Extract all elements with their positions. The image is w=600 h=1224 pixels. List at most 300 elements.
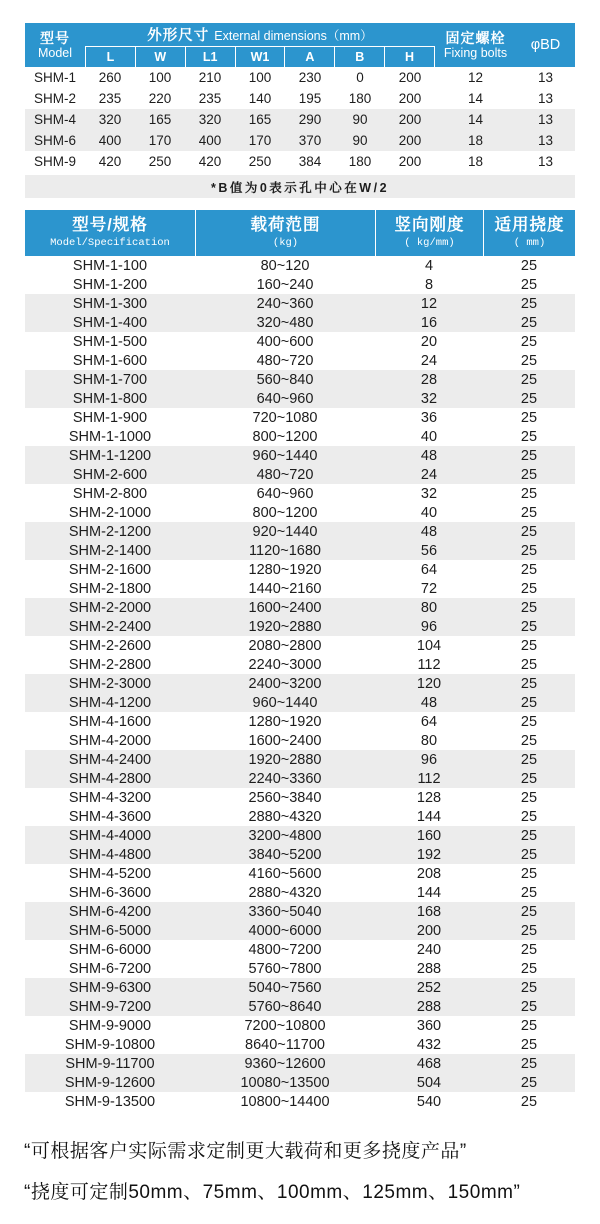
model-cell: SHM-1 — [33, 70, 76, 85]
stiffness-cell: 72 — [420, 580, 438, 597]
load-range-cell: 320~480 — [256, 314, 314, 331]
model-cell: SHM-9-11700 — [65, 1055, 155, 1072]
model-cell: SHM-6-3600 — [68, 884, 152, 901]
table-row — [25, 845, 575, 864]
deflection-cell: 25 — [520, 1093, 538, 1110]
external-dimensions-title-zh: 外形尺寸 — [147, 28, 210, 44]
deflection-cell: 25 — [520, 675, 538, 692]
load-range-cell: 3840~5200 — [248, 846, 322, 863]
load-range-cell: 1920~2880 — [248, 618, 322, 635]
model-cell: SHM-2-1200 — [68, 523, 152, 540]
table-row — [25, 389, 575, 408]
deflection-cell: 25 — [520, 1074, 538, 1091]
col-header-A: A — [284, 47, 334, 67]
stiffness-cell: 96 — [420, 618, 438, 635]
load-range-cell: 3360~5040 — [248, 903, 322, 920]
deflection-cell: 25 — [520, 257, 538, 274]
deflection-cell: 25 — [520, 922, 538, 939]
deflection-cell: 25 — [520, 903, 538, 920]
table-row — [25, 902, 575, 921]
dim-l1-cell: 420 — [198, 154, 222, 169]
stiffness-cell: 168 — [416, 903, 442, 920]
model-cell: SHM-1-900 — [72, 409, 148, 426]
dim-w-cell: 250 — [148, 154, 172, 169]
load-range-cell: 3200~4800 — [248, 827, 322, 844]
stiffness-cell: 144 — [416, 884, 442, 901]
model-cell: SHM-4-2800 — [68, 770, 152, 787]
table-row — [25, 864, 575, 883]
model-cell: SHM-9-7200 — [68, 998, 152, 1015]
table-row — [25, 674, 575, 693]
footnotes — [24, 1138, 584, 1219]
stiffness-cell: 192 — [416, 846, 442, 863]
deflection-cell: 25 — [520, 447, 538, 464]
load-range-cell: 10080~13500 — [240, 1074, 330, 1091]
dim-a-cell: 370 — [298, 133, 322, 148]
model-cell: SHM-4 — [33, 112, 76, 127]
bd-cell: 13 — [537, 70, 554, 85]
spec-table-body — [25, 256, 575, 1111]
load-range-cell: 10800~14400 — [240, 1093, 330, 1110]
dim-h-cell: 200 — [398, 91, 422, 106]
stiffness-cell: 252 — [416, 979, 442, 996]
load-range-cell: 4000~6000 — [248, 922, 322, 939]
model-cell: SHM-9-6300 — [68, 979, 152, 996]
col-header-deflection-en: ( mm) — [513, 237, 546, 250]
deflection-cell: 25 — [520, 599, 538, 616]
dim-l-cell: 235 — [98, 91, 122, 106]
model-cell: SHM-1-600 — [72, 352, 148, 369]
col-header-model-spec-zh: 型号/规格 — [72, 216, 148, 235]
model-cell: SHM-4-3600 — [68, 808, 152, 825]
deflection-cell: 25 — [520, 371, 538, 388]
col-group-external-dimensions — [85, 23, 435, 67]
load-range-cell: 1280~1920 — [248, 713, 322, 730]
stiffness-cell: 40 — [420, 428, 438, 445]
model-cell: SHM-9-12600 — [64, 1074, 156, 1091]
load-range-cell: 800~1200 — [252, 504, 318, 521]
table-row — [25, 712, 575, 731]
model-cell: SHM-9-9000 — [68, 1017, 152, 1034]
deflection-cell: 25 — [520, 314, 538, 331]
deflection-cell: 25 — [520, 846, 538, 863]
load-range-cell: 2240~3000 — [248, 656, 322, 673]
model-cell: SHM-4-4800 — [68, 846, 152, 863]
load-range-cell: 920~1440 — [252, 523, 318, 540]
deflection-cell: 25 — [520, 1017, 538, 1034]
load-range-cell: 800~1200 — [252, 428, 318, 445]
model-cell: SHM-1-200 — [72, 276, 148, 293]
model-cell: SHM-9-10800 — [64, 1036, 156, 1053]
col-header-vertical-stiffness-en: ( kg/mm) — [404, 237, 455, 250]
table-row — [25, 275, 575, 294]
load-range-cell: 9360~12600 — [244, 1055, 326, 1072]
deflection-cell: 25 — [520, 618, 538, 635]
stiffness-cell: 36 — [420, 409, 438, 426]
load-range-cell: 5040~7560 — [248, 979, 322, 996]
dim-l1-cell: 235 — [198, 91, 222, 106]
col-header-load-range — [195, 210, 375, 256]
model-cell: SHM-4-5200 — [68, 865, 152, 882]
dimensions-table-note: *B值为0表示孔中心在W/2 — [25, 175, 575, 198]
deflection-cell: 25 — [520, 960, 538, 977]
dim-h-cell: 200 — [398, 70, 422, 85]
stiffness-cell: 8 — [424, 276, 434, 293]
load-range-cell: 240~360 — [256, 295, 314, 312]
table-row — [25, 807, 575, 826]
dimensions-table-header — [25, 23, 575, 67]
stiffness-cell: 20 — [420, 333, 438, 350]
model-cell: SHM-1-700 — [72, 371, 148, 388]
table-row — [25, 883, 575, 902]
table-row — [25, 88, 575, 109]
deflection-cell: 25 — [520, 295, 538, 312]
col-header-B: B — [334, 47, 384, 67]
dimensions-table-body — [25, 67, 575, 172]
dim-a-cell: 290 — [298, 112, 322, 127]
stiffness-cell: 96 — [420, 751, 438, 768]
dim-w-cell: 220 — [148, 91, 172, 106]
load-range-cell: 1600~2400 — [248, 599, 322, 616]
table-row — [25, 655, 575, 674]
deflection-cell: 25 — [520, 352, 538, 369]
spec-table — [25, 210, 575, 1111]
model-cell: SHM-9-13500 — [64, 1093, 156, 1110]
fixing-bolts-cell: 18 — [467, 154, 484, 169]
table-row — [25, 826, 575, 845]
deflection-cell: 25 — [520, 333, 538, 350]
stiffness-cell: 40 — [420, 504, 438, 521]
stiffness-cell: 32 — [420, 485, 438, 502]
col-header-L1: L1 — [185, 47, 235, 67]
stiffness-cell: 432 — [416, 1036, 442, 1053]
stiffness-cell: 64 — [420, 713, 438, 730]
table-row — [25, 1092, 575, 1111]
dim-b-cell: 180 — [348, 91, 372, 106]
dim-w1-cell: 140 — [248, 91, 272, 106]
model-cell: SHM-1-300 — [72, 295, 148, 312]
dim-b-cell: 90 — [352, 112, 368, 127]
model-cell: SHM-2-2600 — [68, 637, 152, 654]
load-range-cell: 4800~7200 — [248, 941, 322, 958]
model-cell: SHM-1-1200 — [68, 447, 152, 464]
col-header-deflection-zh: 适用挠度 — [494, 216, 565, 235]
model-cell: SHM-1-500 — [72, 333, 148, 350]
model-cell: SHM-2-1600 — [68, 561, 152, 578]
col-header-load-range-en: (kg) — [272, 237, 299, 250]
model-cell: SHM-2-800 — [72, 485, 148, 502]
col-header-load-range-zh: 载荷范围 — [250, 216, 321, 235]
table-row — [25, 151, 575, 172]
dim-l-cell: 260 — [98, 70, 122, 85]
stiffness-cell: 504 — [416, 1074, 442, 1091]
load-range-cell: 1600~2400 — [248, 732, 322, 749]
stiffness-cell: 240 — [416, 941, 442, 958]
model-cell: SHM-1-1000 — [68, 428, 152, 445]
load-range-cell: 4160~5600 — [248, 865, 322, 882]
fixing-bolts-cell: 18 — [467, 133, 484, 148]
deflection-cell: 25 — [520, 713, 538, 730]
model-cell: SHM-2-2400 — [68, 618, 152, 635]
stiffness-cell: 288 — [416, 960, 442, 977]
model-cell: SHM-4-2400 — [68, 751, 152, 768]
dim-w1-cell: 170 — [248, 133, 272, 148]
stiffness-cell: 56 — [420, 542, 438, 559]
col-header-L: L — [85, 47, 135, 67]
stiffness-cell: 112 — [417, 656, 441, 673]
model-cell: SHM-4-4000 — [68, 827, 152, 844]
model-cell: SHM-2 — [33, 91, 76, 106]
deflection-cell: 25 — [520, 542, 538, 559]
deflection-cell: 25 — [520, 732, 538, 749]
table-row — [25, 560, 575, 579]
stiffness-cell: 80 — [420, 732, 438, 749]
fixing-bolts-cell: 14 — [467, 91, 484, 106]
col-header-model-spec-en: Model/Specification — [50, 237, 170, 250]
table-row — [25, 130, 575, 151]
model-cell: SHM-6-7200 — [68, 960, 152, 977]
dim-h-cell: 200 — [398, 133, 422, 148]
stiffness-cell: 28 — [420, 371, 438, 388]
table-row — [25, 921, 575, 940]
table-row — [25, 332, 575, 351]
table-row — [25, 1035, 575, 1054]
deflection-cell: 25 — [520, 827, 538, 844]
load-range-cell: 2560~3840 — [248, 789, 322, 806]
stiffness-cell: 48 — [420, 447, 438, 464]
col-header-model — [25, 23, 85, 67]
dim-l-cell: 320 — [98, 112, 122, 127]
table-row — [25, 541, 575, 560]
dim-w-cell: 165 — [148, 112, 172, 127]
table-row — [25, 579, 575, 598]
col-header-fixing-bolts-en: Fixing bolts — [443, 45, 508, 60]
table-row — [25, 1054, 575, 1073]
stiffness-cell: 104 — [416, 637, 442, 654]
deflection-cell: 25 — [520, 276, 538, 293]
col-header-deflection — [483, 210, 575, 256]
stiffness-cell: 112 — [417, 770, 441, 787]
stiffness-cell: 32 — [420, 390, 438, 407]
dim-l-cell: 420 — [98, 154, 122, 169]
stiffness-cell: 120 — [416, 675, 442, 692]
table-row — [25, 109, 575, 130]
table-row — [25, 67, 575, 88]
model-cell: SHM-2-1000 — [68, 504, 152, 521]
stiffness-cell: 468 — [416, 1055, 442, 1072]
table-row — [25, 294, 575, 313]
deflection-cell: 25 — [520, 865, 538, 882]
stiffness-cell: 288 — [416, 998, 442, 1015]
col-header-fixing-bolts — [435, 23, 516, 67]
deflection-cell: 25 — [520, 485, 538, 502]
dim-w1-cell: 100 — [248, 70, 272, 85]
dim-w1-cell: 165 — [248, 112, 272, 127]
dim-w-cell: 170 — [148, 133, 172, 148]
deflection-cell: 25 — [520, 504, 538, 521]
dim-l1-cell: 320 — [198, 112, 222, 127]
load-range-cell: 1920~2880 — [248, 751, 322, 768]
model-cell: SHM-2-1400 — [68, 542, 152, 559]
load-range-cell: 2880~4320 — [248, 808, 322, 825]
dim-h-cell: 200 — [398, 154, 422, 169]
dimensions-table — [25, 23, 575, 198]
deflection-cell: 25 — [520, 409, 538, 426]
stiffness-cell: 24 — [420, 466, 438, 483]
stiffness-cell: 360 — [416, 1017, 442, 1034]
table-row — [25, 1073, 575, 1092]
bd-cell: 13 — [537, 154, 554, 169]
table-row — [25, 522, 575, 541]
dim-a-cell: 230 — [298, 70, 322, 85]
table-row — [25, 636, 575, 655]
col-header-model-en: Model — [37, 45, 73, 60]
model-cell: SHM-4-1200 — [68, 694, 152, 711]
model-cell: SHM-2-600 — [72, 466, 148, 483]
load-range-cell: 80~120 — [260, 257, 310, 274]
load-range-cell: 5760~7800 — [248, 960, 322, 977]
deflection-cell: 25 — [520, 979, 538, 996]
fixing-bolts-cell: 14 — [467, 112, 484, 127]
deflection-cell: 25 — [520, 390, 538, 407]
model-cell: SHM-6-5000 — [68, 922, 152, 939]
stiffness-cell: 64 — [420, 561, 438, 578]
load-range-cell: 960~1440 — [252, 694, 318, 711]
load-range-cell: 5760~8640 — [248, 998, 322, 1015]
table-row — [25, 617, 575, 636]
table-row — [25, 978, 575, 997]
bd-cell: 13 — [537, 133, 554, 148]
load-range-cell: 1440~2160 — [248, 580, 322, 597]
deflection-cell: 25 — [520, 884, 538, 901]
table-row — [25, 598, 575, 617]
table-row — [25, 446, 575, 465]
deflection-cell: 25 — [520, 1036, 538, 1053]
stiffness-cell: 200 — [416, 922, 442, 939]
model-cell: SHM-2-1800 — [68, 580, 152, 597]
load-range-cell: 2880~4320 — [248, 884, 322, 901]
deflection-cell: 25 — [520, 466, 538, 483]
table-row — [25, 256, 575, 275]
model-cell: SHM-6-6000 — [68, 941, 152, 958]
load-range-cell: 1280~1920 — [248, 561, 322, 578]
col-header-bd: φBD — [530, 37, 561, 53]
load-range-cell: 2080~2800 — [248, 637, 322, 654]
load-range-cell: 8640~11700 — [245, 1036, 325, 1053]
load-range-cell: 480~720 — [256, 352, 314, 369]
stiffness-cell: 12 — [420, 295, 438, 312]
table-row — [25, 940, 575, 959]
load-range-cell: 160~240 — [256, 276, 314, 293]
stiffness-cell: 4 — [424, 257, 434, 274]
dim-b-cell: 0 — [356, 70, 364, 85]
table-row — [25, 484, 575, 503]
col-header-H: H — [384, 47, 434, 67]
table-row — [25, 370, 575, 389]
deflection-cell: 25 — [520, 637, 538, 654]
deflection-cell: 25 — [520, 1055, 538, 1072]
deflection-cell: 25 — [520, 428, 538, 445]
model-cell: SHM-2-2800 — [68, 656, 152, 673]
table-row — [25, 959, 575, 978]
stiffness-cell: 208 — [416, 865, 442, 882]
load-range-cell: 2240~3360 — [248, 770, 322, 787]
dim-w-cell: 100 — [148, 70, 172, 85]
model-cell: SHM-4-3200 — [68, 789, 152, 806]
table-row — [25, 731, 575, 750]
load-range-cell: 2400~3200 — [248, 675, 322, 692]
deflection-cell: 25 — [520, 998, 538, 1015]
stiffness-cell: 160 — [416, 827, 442, 844]
dim-l-cell: 400 — [98, 133, 122, 148]
col-header-fixing-bolts-zh: 固定螺栓 — [445, 29, 506, 46]
deflection-cell: 25 — [520, 941, 538, 958]
bd-cell: 13 — [537, 112, 554, 127]
dim-b-cell: 180 — [348, 154, 372, 169]
load-range-cell: 400~600 — [256, 333, 314, 350]
table-row — [25, 465, 575, 484]
load-range-cell: 1120~1680 — [249, 542, 321, 559]
bd-cell: 13 — [537, 91, 554, 106]
footnote-custom-load: “可根据客户实际需求定制更大载荷和更多挠度产品” — [24, 1141, 467, 1162]
load-range-cell: 960~1440 — [252, 447, 318, 464]
load-range-cell: 720~1080 — [252, 409, 318, 426]
load-range-cell: 7200~10800 — [244, 1017, 326, 1034]
load-range-cell: 560~840 — [256, 371, 314, 388]
col-header-model-spec — [25, 210, 195, 256]
stiffness-cell: 16 — [420, 314, 438, 331]
load-range-cell: 480~720 — [256, 466, 314, 483]
dimension-subheaders — [85, 47, 435, 67]
deflection-cell: 25 — [520, 751, 538, 768]
fixing-bolts-cell: 12 — [467, 70, 484, 85]
dim-l1-cell: 210 — [198, 70, 222, 85]
stiffness-cell: 128 — [416, 789, 442, 806]
col-header-vertical-stiffness-zh: 竖向刚度 — [394, 216, 465, 235]
dim-h-cell: 200 — [398, 112, 422, 127]
model-cell: SHM-9 — [33, 154, 76, 169]
col-header-vertical-stiffness — [375, 210, 483, 256]
col-header-model-zh: 型号 — [40, 29, 70, 46]
table-row — [25, 351, 575, 370]
table-row — [25, 313, 575, 332]
table-row — [25, 997, 575, 1016]
model-cell: SHM-1-800 — [72, 390, 148, 407]
model-cell: SHM-2-2000 — [68, 599, 152, 616]
table-row — [25, 427, 575, 446]
dim-a-cell: 384 — [298, 154, 322, 169]
model-cell: SHM-2-3000 — [68, 675, 152, 692]
external-dimensions-title — [85, 23, 435, 47]
col-header-W: W — [135, 47, 185, 67]
table-row — [25, 693, 575, 712]
dim-a-cell: 195 — [298, 91, 322, 106]
deflection-cell: 25 — [520, 808, 538, 825]
model-cell: SHM-6-4200 — [68, 903, 152, 920]
dim-l1-cell: 400 — [198, 133, 222, 148]
deflection-cell: 25 — [520, 789, 538, 806]
col-header-W1: W1 — [235, 47, 285, 67]
external-dimensions-title-en: External dimensions（mm） — [214, 28, 373, 43]
model-cell: SHM-6 — [33, 133, 76, 148]
dim-b-cell: 90 — [352, 133, 368, 148]
model-cell: SHM-1-100 — [72, 257, 148, 274]
stiffness-cell: 144 — [416, 808, 442, 825]
dim-w1-cell: 250 — [248, 154, 272, 169]
table-row — [25, 1016, 575, 1035]
table-row — [25, 750, 575, 769]
model-cell: SHM-1-400 — [72, 314, 148, 331]
